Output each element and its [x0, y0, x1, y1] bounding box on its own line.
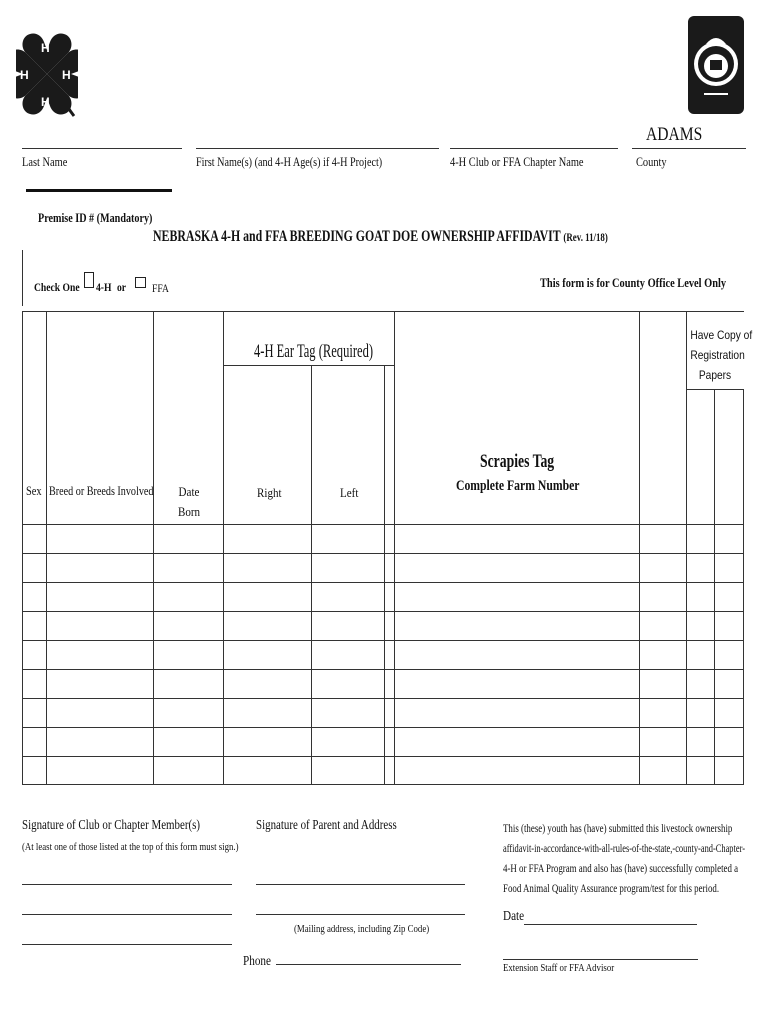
left-edge-line	[22, 250, 23, 306]
table-row	[22, 698, 744, 699]
ffa-emblem-logo	[688, 16, 744, 114]
registration-header: Have Copy of Registration Papers	[690, 328, 753, 382]
ear-tag-header: 4-H Ear Tag (Required)	[254, 341, 374, 362]
parent-signature-field[interactable]	[256, 884, 465, 885]
svg-text:H: H	[62, 68, 71, 82]
first-names-field[interactable]	[196, 148, 439, 149]
ear-tag-subheader-line	[223, 365, 394, 366]
parent-address-field[interactable]	[256, 914, 465, 915]
scrapies-tag-header: Scrapies Tag	[480, 451, 555, 472]
table-row	[22, 582, 744, 583]
table-bottom-border	[22, 784, 744, 785]
ownership-table	[22, 311, 753, 785]
sex-header: Sex	[26, 483, 42, 498]
club-label: 4-H Club or FFA Chapter Name	[450, 154, 584, 169]
table-vline-scrapies	[394, 311, 395, 785]
advisor-signature-field[interactable]	[503, 959, 698, 960]
breed-header: Breed or Breeds Involved	[49, 483, 154, 498]
right-ear-header: Right	[257, 485, 282, 500]
parent-signature-label: Signature of Parent and Address	[256, 818, 397, 833]
svg-text:H: H	[20, 68, 29, 82]
table-vline-farm	[639, 311, 640, 785]
table-row	[22, 727, 744, 728]
table-vline-breed	[153, 311, 154, 785]
county-value: ADAMS	[646, 124, 703, 145]
reg-subheader-line	[686, 389, 744, 390]
date-field[interactable]	[524, 924, 697, 925]
svg-text:H: H	[41, 95, 50, 109]
table-vline-left	[22, 311, 23, 785]
table-row	[22, 756, 744, 757]
member-signature-label: Signature of Club or Chapter Member(s)	[22, 818, 201, 833]
check-one-label: Check One	[34, 280, 80, 294]
advisor-label: Extension Staff or FFA Advisor	[503, 962, 615, 974]
table-vline-reg2	[714, 389, 715, 785]
first-names-label: First Name(s) (and 4-H Age(s) if 4-H Project)	[196, 154, 383, 169]
table-vline-sex	[46, 311, 47, 785]
ffa-checkbox[interactable]	[135, 277, 146, 288]
table-vline-date	[223, 311, 224, 785]
premise-id-label: Premise ID # (Mandatory)	[38, 210, 153, 225]
last-name-field[interactable]	[22, 148, 182, 149]
farm-number-header: Complete Farm Number	[456, 478, 580, 494]
table-row	[22, 640, 744, 641]
table-vline-right	[311, 365, 312, 785]
svg-text:H: H	[41, 41, 50, 55]
table-row	[22, 553, 744, 554]
or-label: or	[117, 280, 127, 294]
date-born-header: Date Born	[177, 484, 201, 519]
last-name-label: Last Name	[22, 154, 68, 169]
ffa-option-label: FFA	[152, 281, 169, 295]
member-signature-field[interactable]	[22, 884, 232, 885]
county-label: County	[636, 154, 667, 169]
member-signature-field[interactable]	[22, 944, 232, 945]
4h-option-label: 4-H	[96, 280, 112, 294]
table-row	[22, 611, 744, 612]
left-ear-header: Left	[340, 485, 359, 500]
phone-field[interactable]	[276, 964, 461, 965]
office-note: This form is for County Office Level Only	[540, 275, 727, 290]
certification-statement: This (these) youth has (have) submitted this livestock ownership affidavit-in-accordance-with-all-rules-of-the-state,-county-and-Chapter- 4-H or FFA Program and also has (have) successfully completed a Food Animal Quality Assurance program/test for this period.	[503, 821, 745, 895]
table-header-bottom	[22, 524, 744, 525]
4h-checkbox[interactable]	[84, 272, 94, 288]
member-signature-field[interactable]	[22, 914, 232, 915]
mailing-address-note: (Mailing address, including Zip Code)	[294, 923, 430, 935]
county-field[interactable]	[632, 148, 746, 149]
club-name-field[interactable]	[450, 148, 618, 149]
form-title: NEBRASKA 4-H and FFA BREEDING GOAT DOE OWNERSHIP AFFIDAVIT (Rev. 11/18)	[153, 228, 608, 245]
table-top-border	[22, 311, 744, 312]
table-row	[22, 669, 744, 670]
member-signature-note: (At least one of those listed at the top of this form must sign.)	[22, 841, 239, 853]
date-label: Date	[503, 909, 525, 924]
premise-id-field[interactable]	[26, 189, 172, 192]
table-vline-end	[743, 389, 744, 785]
4h-clover-logo	[16, 30, 78, 122]
revision-label: (Rev. 11/18)	[563, 230, 608, 244]
phone-label: Phone	[243, 954, 271, 969]
table-vline-left-tag	[384, 365, 385, 785]
